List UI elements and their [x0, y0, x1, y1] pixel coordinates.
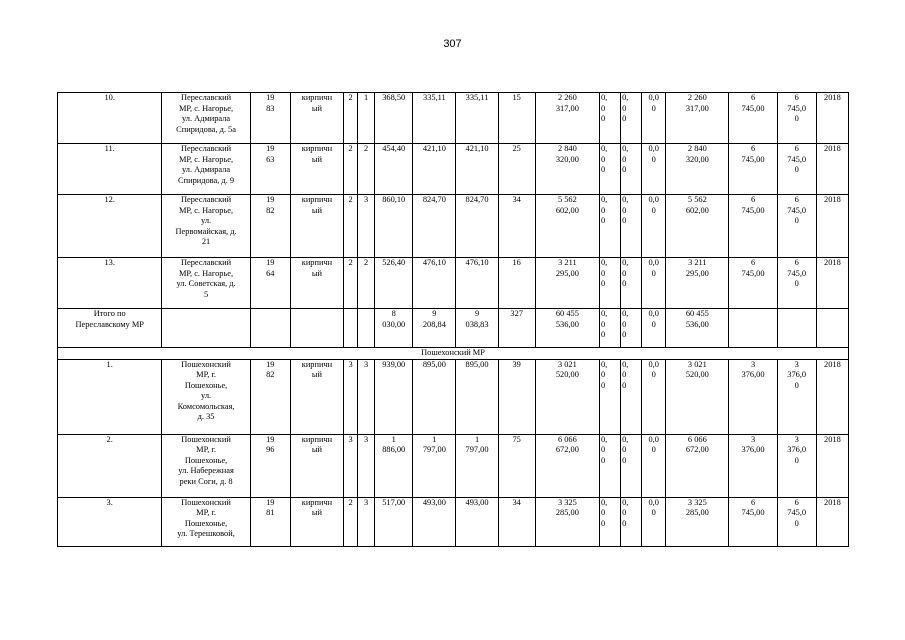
entrances-cell: 3	[358, 434, 375, 497]
residents-cell: 15	[498, 93, 535, 144]
deadline-cell: 2018	[816, 434, 848, 497]
entrances-cell: 3	[358, 195, 375, 258]
fund-cell-2: 0, 0 0	[621, 359, 642, 434]
section-title: Пошехонский МР	[58, 348, 849, 360]
entrances-cell: 3	[358, 497, 375, 546]
total-area-cell: 517,00	[375, 497, 413, 546]
entrances-cell: 2	[358, 144, 375, 195]
address-cell: Переславский МР, с. Нагорье, ул. Первомайская, д. 21	[162, 195, 250, 258]
max-cost-cell: 6 745,0 0	[777, 195, 816, 258]
empty-cell	[162, 309, 250, 348]
cost-total-cell: 3 211 295,00	[535, 258, 599, 309]
entrances-cell: 3	[358, 359, 375, 434]
fund-cell-1: 0, 0 0	[599, 359, 620, 434]
row-number: 11.	[58, 144, 162, 195]
unit-cost-cell: 6 745,00	[729, 93, 777, 144]
address-cell: Пошехонский МР, г. Пошехонье, ул. Набережная реки Соги, д. 8	[162, 434, 250, 497]
residential-area-cell: 476,10	[413, 258, 456, 309]
page-number: 307	[443, 38, 462, 50]
floors-cell: 2	[344, 497, 358, 546]
year-cell: 19 63	[250, 144, 290, 195]
floors-cell: 3	[344, 434, 358, 497]
row-number: 12.	[58, 195, 162, 258]
fund-cell-2: 0, 0 0	[621, 93, 642, 144]
year-cell: 19 81	[250, 497, 290, 546]
floors-cell: 2	[344, 144, 358, 195]
entrances-cell: 1	[358, 93, 375, 144]
cost-total-cell: 3 021 520,00	[535, 359, 599, 434]
deadline-cell: 2018	[816, 258, 848, 309]
empty-cell	[777, 309, 816, 348]
wall-material-cell: кирпичн ый	[290, 497, 343, 546]
total-area-cell: 1 886,00	[375, 434, 413, 497]
fund-cell-3: 0,0 0	[642, 93, 666, 144]
residents-cell: 327	[498, 309, 535, 348]
total-row	[58, 309, 849, 348]
owners-cost-cell: 6 066 672,00	[666, 434, 729, 497]
year-cell: 19 64	[250, 258, 290, 309]
residential-area-cell: 335,11	[413, 93, 456, 144]
max-cost-cell: 6 745,0 0	[777, 93, 816, 144]
residents-cell: 34	[498, 497, 535, 546]
residential-area-cell: 1 797,00	[413, 434, 456, 497]
owners-cost-cell: 2 260 317,00	[666, 93, 729, 144]
fund-cell-2: 0, 0 0	[621, 497, 642, 546]
max-cost-cell: 3 376,0 0	[777, 359, 816, 434]
residents-cell: 34	[498, 195, 535, 258]
wall-material-cell: кирпичн ый	[290, 93, 343, 144]
residents-cell: 39	[498, 359, 535, 434]
floors-cell: 2	[344, 258, 358, 309]
empty-cell	[290, 309, 343, 348]
cost-total-cell: 2 840 320,00	[535, 144, 599, 195]
owners-cost-cell: 3 325 285,00	[666, 497, 729, 546]
row-number: 1.	[58, 359, 162, 434]
max-cost-cell: 6 745,0 0	[777, 497, 816, 546]
section-row	[58, 348, 849, 360]
fund-cell-3: 0,0 0	[642, 258, 666, 309]
floors-cell: 3	[344, 359, 358, 434]
unit-cost-cell: 3 376,00	[729, 359, 777, 434]
fund-cell-2: 0, 0 0	[621, 309, 642, 348]
unit-cost-cell: 6 745,00	[729, 497, 777, 546]
owned-area-cell: 476,10	[456, 258, 498, 309]
owners-cost-cell: 3 211 295,00	[666, 258, 729, 309]
fund-cell-1: 0, 0 0	[599, 497, 620, 546]
residential-area-cell: 493,00	[413, 497, 456, 546]
unit-cost-cell: 6 745,00	[729, 144, 777, 195]
cost-total-cell: 5 562 602,00	[535, 195, 599, 258]
max-cost-cell: 6 745,0 0	[777, 144, 816, 195]
address-cell: Переславский МР, с. Нагорье, ул. Адмирала Спиридова, д. 9	[162, 144, 250, 195]
total-area-cell: 8 030,00	[375, 309, 413, 348]
total-area-cell: 368,50	[375, 93, 413, 144]
empty-cell	[344, 309, 358, 348]
wall-material-cell: кирпичн ый	[290, 359, 343, 434]
deadline-cell: 2018	[816, 144, 848, 195]
floors-cell: 2	[344, 195, 358, 258]
empty-cell	[250, 309, 290, 348]
residential-area-cell: 9 208,84	[413, 309, 456, 348]
fund-cell-1: 0, 0 0	[599, 144, 620, 195]
residential-area-cell: 824,70	[413, 195, 456, 258]
fund-cell-2: 0, 0 0	[621, 258, 642, 309]
fund-cell-3: 0,0 0	[642, 497, 666, 546]
fund-cell-2: 0, 0 0	[621, 434, 642, 497]
table-row	[58, 434, 849, 497]
cost-total-cell: 6 066 672,00	[535, 434, 599, 497]
housing-repair-table	[57, 92, 849, 547]
residents-cell: 16	[498, 258, 535, 309]
total-area-cell: 526,40	[375, 258, 413, 309]
deadline-cell: 2018	[816, 93, 848, 144]
fund-cell-1: 0, 0 0	[599, 434, 620, 497]
max-cost-cell: 3 376,0 0	[777, 434, 816, 497]
fund-cell-3: 0,0 0	[642, 195, 666, 258]
owned-area-cell: 9 038,83	[456, 309, 498, 348]
year-cell: 19 83	[250, 93, 290, 144]
owned-area-cell: 493,00	[456, 497, 498, 546]
owned-area-cell: 1 797,00	[456, 434, 498, 497]
fund-cell-1: 0, 0 0	[599, 309, 620, 348]
owned-area-cell: 824,70	[456, 195, 498, 258]
table-row	[58, 497, 849, 546]
table-row	[58, 359, 849, 434]
year-cell: 19 96	[250, 434, 290, 497]
table-row	[58, 144, 849, 195]
owned-area-cell: 421,10	[456, 144, 498, 195]
fund-cell-1: 0, 0 0	[599, 258, 620, 309]
deadline-cell: 2018	[816, 195, 848, 258]
table-row	[58, 258, 849, 309]
address-cell: Переславский МР, с. Нагорье, ул. Советская, д. 5	[162, 258, 250, 309]
fund-cell-2: 0, 0 0	[621, 195, 642, 258]
fund-cell-3: 0,0 0	[642, 359, 666, 434]
year-cell: 19 82	[250, 195, 290, 258]
residential-area-cell: 421,10	[413, 144, 456, 195]
table-row	[58, 195, 849, 258]
address-cell: Пошехонский МР, г. Пошехонье, ул. Терешковой,	[162, 497, 250, 546]
fund-cell-2: 0, 0 0	[621, 144, 642, 195]
residents-cell: 75	[498, 434, 535, 497]
owners-cost-cell: 2 840 320,00	[666, 144, 729, 195]
wall-material-cell: кирпичн ый	[290, 434, 343, 497]
residential-area-cell: 895,00	[413, 359, 456, 434]
owners-cost-cell: 3 021 520,00	[666, 359, 729, 434]
cost-total-cell: 60 455 536,00	[535, 309, 599, 348]
total-area-cell: 860,10	[375, 195, 413, 258]
deadline-cell: 2018	[816, 359, 848, 434]
table-row	[58, 93, 849, 144]
fund-cell-3: 0,0 0	[642, 144, 666, 195]
total-area-cell: 939,00	[375, 359, 413, 434]
floors-cell: 2	[344, 93, 358, 144]
total-label: Итого по Переславскому МР	[58, 309, 162, 348]
entrances-cell: 2	[358, 258, 375, 309]
empty-cell	[358, 309, 375, 348]
max-cost-cell: 6 745,0 0	[777, 258, 816, 309]
residents-cell: 25	[498, 144, 535, 195]
deadline-cell: 2018	[816, 497, 848, 546]
address-cell: Пошехонский МР, г. Пошехонье, ул. Комсомольская, д. 35	[162, 359, 250, 434]
unit-cost-cell: 3 376,00	[729, 434, 777, 497]
total-area-cell: 454,40	[375, 144, 413, 195]
fund-cell-1: 0, 0 0	[599, 93, 620, 144]
owned-area-cell: 335,11	[456, 93, 498, 144]
unit-cost-cell: 6 745,00	[729, 258, 777, 309]
row-number: 3.	[58, 497, 162, 546]
owned-area-cell: 895,00	[456, 359, 498, 434]
row-number: 13.	[58, 258, 162, 309]
wall-material-cell: кирпичн ый	[290, 195, 343, 258]
wall-material-cell: кирпичн ый	[290, 144, 343, 195]
wall-material-cell: кирпичн ый	[290, 258, 343, 309]
owners-cost-cell: 5 562 602,00	[666, 195, 729, 258]
empty-cell	[816, 309, 848, 348]
address-cell: Переславский МР, с. Нагорье, ул. Адмирала Спиридова, д. 5а	[162, 93, 250, 144]
fund-cell-1: 0, 0 0	[599, 195, 620, 258]
empty-cell	[729, 309, 777, 348]
cost-total-cell: 3 325 285,00	[535, 497, 599, 546]
row-number: 10.	[58, 93, 162, 144]
fund-cell-3: 0,0 0	[642, 309, 666, 348]
owners-cost-cell: 60 455 536,00	[666, 309, 729, 348]
cost-total-cell: 2 260 317,00	[535, 93, 599, 144]
fund-cell-3: 0,0 0	[642, 434, 666, 497]
unit-cost-cell: 6 745,00	[729, 195, 777, 258]
year-cell: 19 82	[250, 359, 290, 434]
row-number: 2.	[58, 434, 162, 497]
